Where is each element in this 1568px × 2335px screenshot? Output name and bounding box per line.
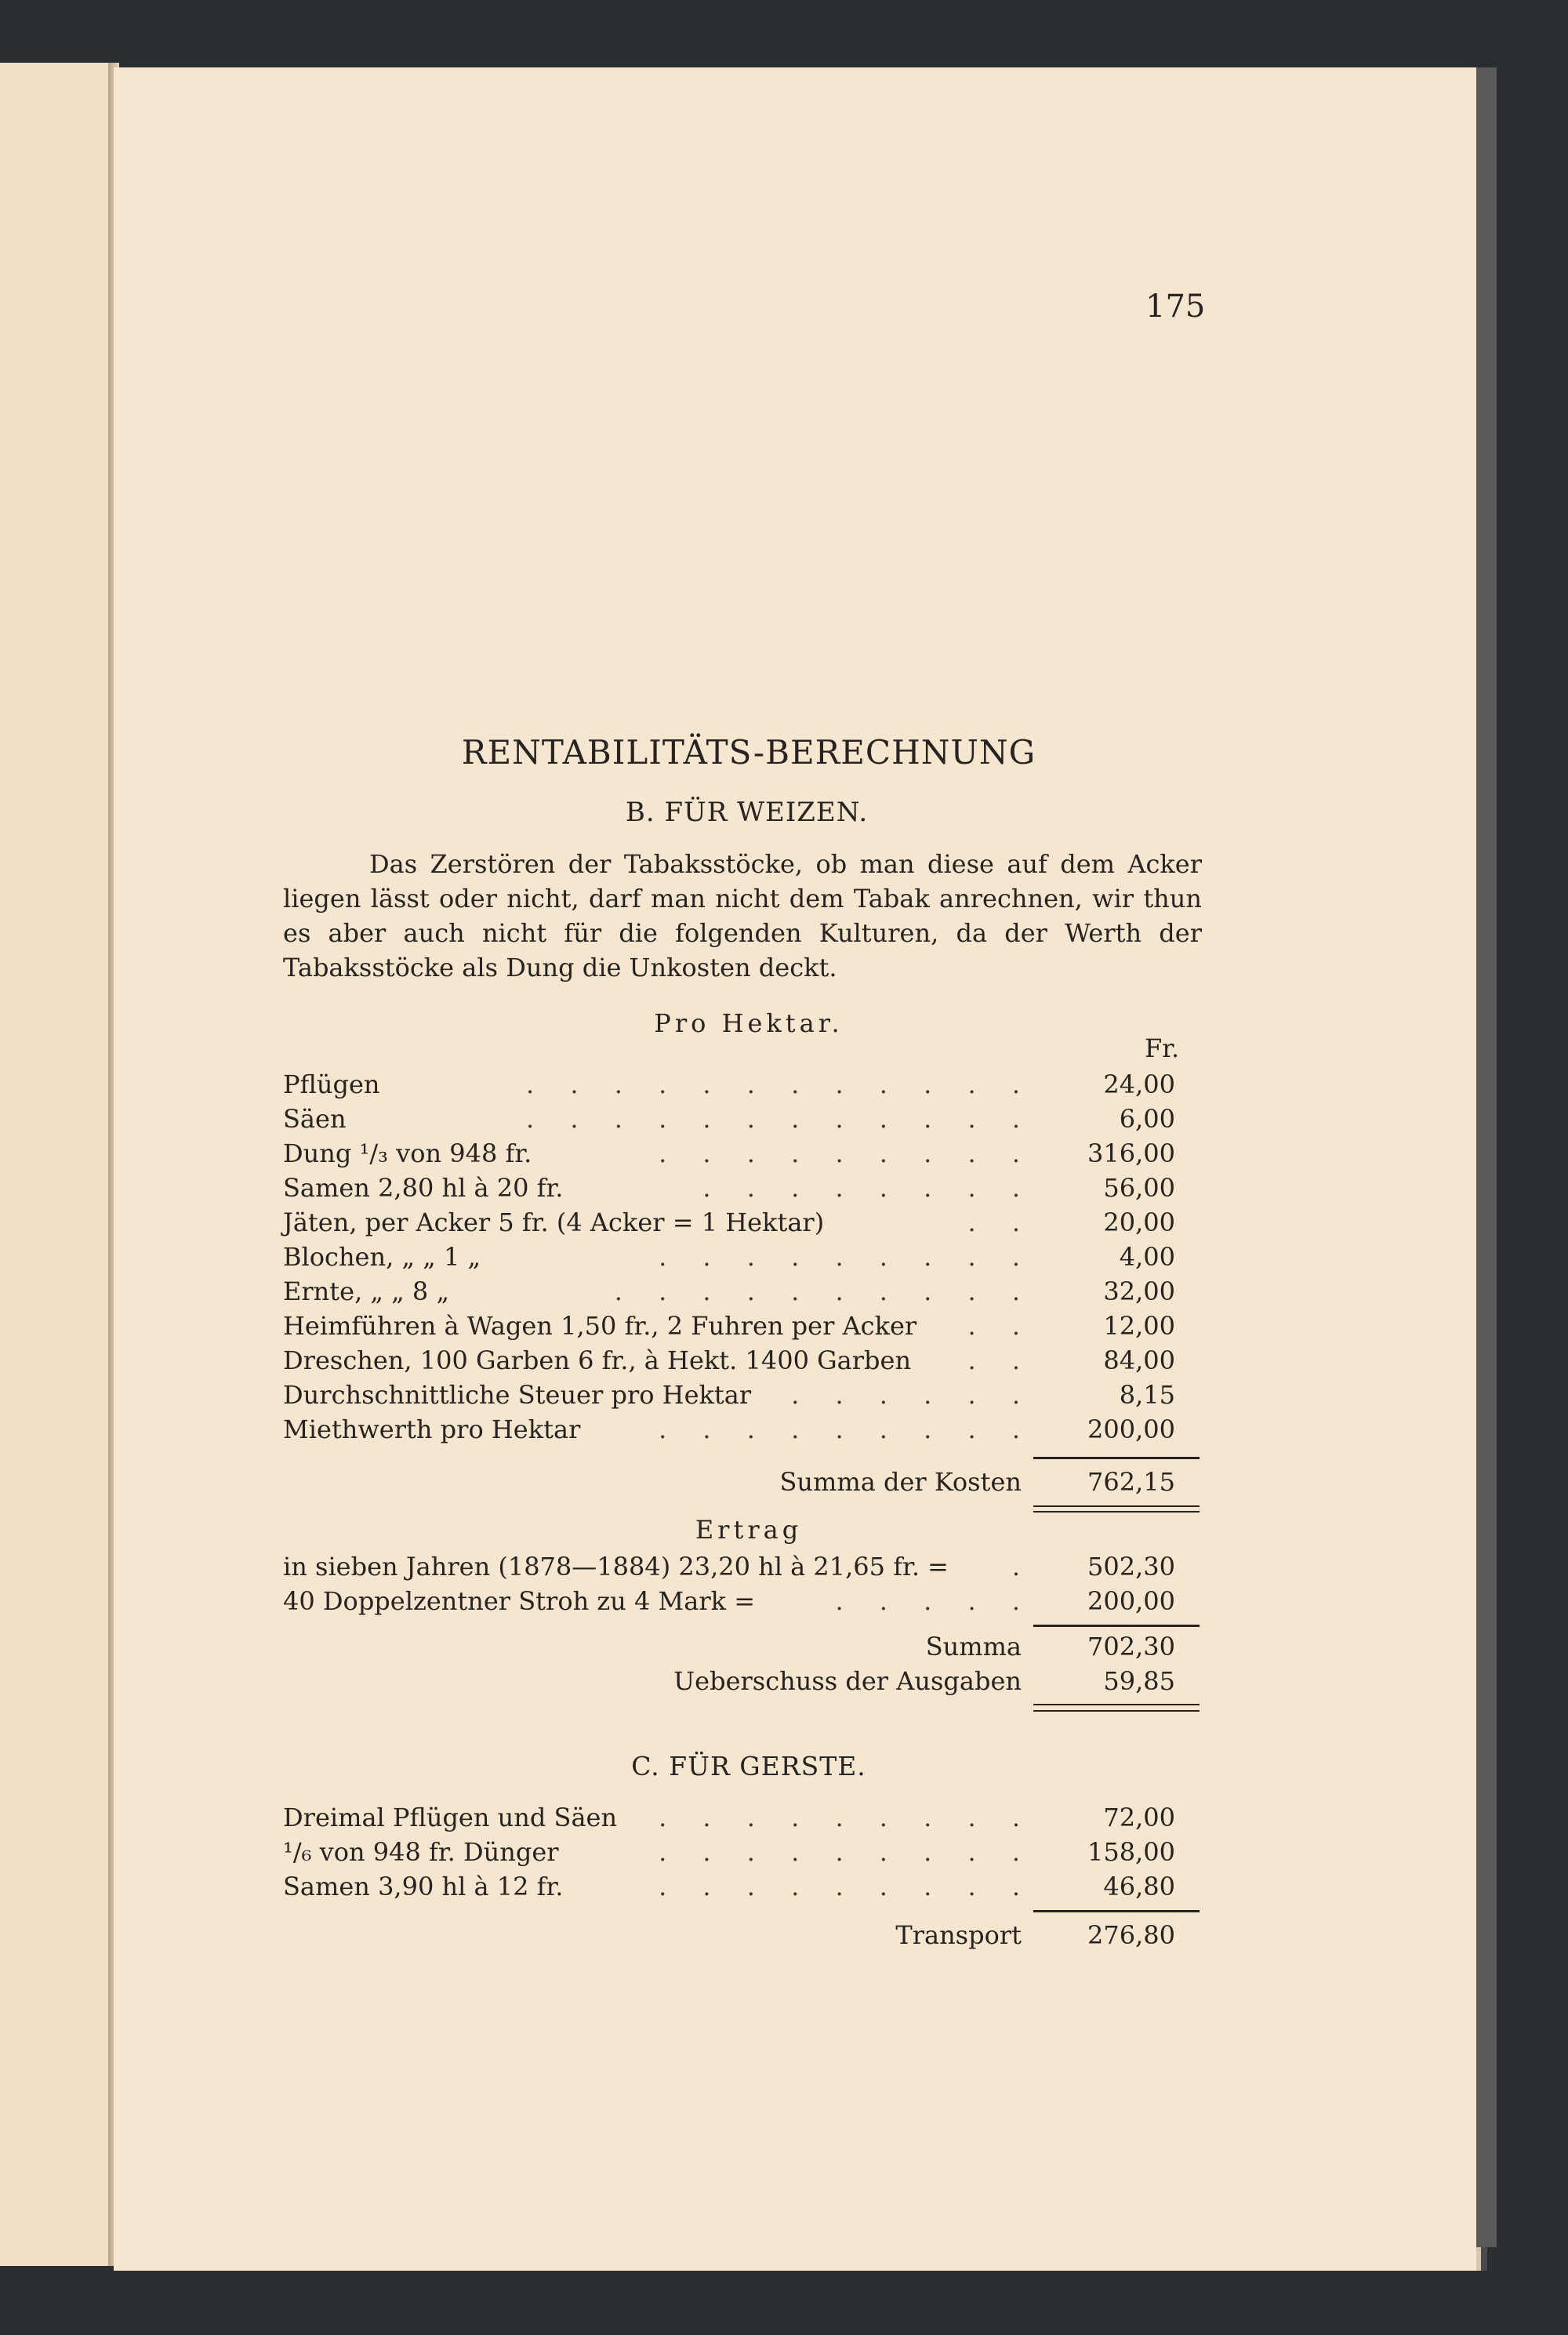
cost-row (283, 1800, 1199, 1835)
leader-dots: . . . . . . . . . . . . (526, 1104, 1034, 1134)
sum-label: Summa (925, 1632, 1022, 1661)
sum-row (283, 1629, 1199, 1664)
yield-amount: 502,30 (1087, 1552, 1175, 1581)
yield-label: in sieben Jahren (1878—1884) 23,20 hl à 21,65 fr. = (283, 1552, 949, 1581)
transport-amount: 276,80 (1087, 1920, 1175, 1950)
cost-row (283, 1309, 1199, 1343)
cost-amount: 200,00 (1087, 1414, 1175, 1444)
cost-label: Pflügen (283, 1069, 380, 1099)
page-number: 175 (1145, 289, 1206, 325)
cost-label: ¹/₆ von 948 fr. Dünger (283, 1837, 559, 1867)
section-heading-gerste: C. FÜR GERSTE. (631, 1751, 866, 1781)
cost-amount: 32,00 (1103, 1276, 1175, 1306)
cost-label: Samen 3,90 hl à 12 fr. (283, 1872, 564, 1901)
sum-rule (1033, 1457, 1200, 1459)
cost-label: Dreimal Pflügen und Säen (283, 1803, 618, 1832)
cost-row (283, 1274, 1199, 1309)
cost-amount: 8,15 (1119, 1380, 1175, 1410)
cost-row (283, 1067, 1199, 1102)
cost-row (283, 1869, 1199, 1904)
cost-row (283, 1136, 1199, 1171)
cost-row (283, 1412, 1199, 1447)
cost-amount: 158,00 (1087, 1837, 1175, 1867)
sum-rule (1033, 1910, 1200, 1912)
yield-amount: 200,00 (1087, 1586, 1175, 1616)
double-rule-bottom (1033, 1511, 1200, 1512)
leader-dots: . . . . . . . . . (659, 1837, 1034, 1867)
cost-amount: 20,00 (1103, 1207, 1175, 1237)
cost-label: Samen 2,80 hl à 20 fr. (283, 1173, 564, 1203)
leader-dots: . . . . . . . . . . (614, 1276, 1034, 1306)
leader-dots: . . . . . . . . . (659, 1242, 1034, 1272)
cost-amount: 24,00 (1103, 1069, 1175, 1099)
cost-label: Miethwerth pro Hektar (283, 1414, 581, 1444)
left-page-edge (0, 63, 116, 2266)
intro-paragraph (283, 847, 1202, 985)
leader-dots: . . . . . . . . (702, 1173, 1034, 1203)
total-costs-row (283, 1465, 1199, 1499)
transport-row (283, 1918, 1199, 1952)
cost-amount: 84,00 (1103, 1345, 1175, 1375)
yield-row (283, 1584, 1199, 1618)
cost-row (283, 1240, 1199, 1274)
cost-row (283, 1835, 1199, 1869)
cost-row (283, 1171, 1199, 1205)
cost-label: Durchschnittliche Steuer pro Hektar (283, 1380, 752, 1410)
cost-label: Säen (283, 1104, 347, 1134)
leader-dots: . . . . . . (791, 1380, 1034, 1410)
leader-dots: . . . . . . . . . . . . (526, 1069, 1034, 1099)
cost-row (283, 1378, 1199, 1412)
cost-label: Dreschen, 100 Garben 6 fr., à Hekt. 1400 Garben (283, 1345, 912, 1375)
sum-rule (1033, 1625, 1200, 1627)
total-costs-amount: 762,15 (1087, 1467, 1175, 1497)
section-heading-weizen: B. FÜR WEIZEN. (625, 797, 869, 828)
leader-dots: . . (967, 1345, 1034, 1375)
cost-amount: 46,80 (1103, 1872, 1175, 1901)
cost-amount: 56,00 (1103, 1173, 1175, 1203)
transport-label: Transport (895, 1920, 1022, 1950)
cost-label: Dung ¹/₃ von 948 fr. (283, 1138, 532, 1168)
double-rule-top (1033, 1704, 1200, 1705)
ertrag-heading: Ertrag (695, 1515, 803, 1545)
sum-amount: 702,30 (1087, 1632, 1175, 1661)
cost-amount: 6,00 (1119, 1104, 1175, 1134)
cost-row (283, 1205, 1199, 1240)
pro-hektar-heading: Pro Hektar. (654, 1008, 844, 1038)
cost-amount: 12,00 (1103, 1311, 1175, 1341)
leader-dots: . . . . . . . . . (659, 1872, 1034, 1901)
cost-label: Ernte, „ „ 8 „ (283, 1276, 450, 1306)
leader-dots: . . (967, 1207, 1034, 1237)
yield-label: 40 Doppelzentner Stroh zu 4 Mark = (283, 1586, 756, 1616)
cost-row (283, 1102, 1199, 1136)
cost-amount: 72,00 (1103, 1803, 1175, 1832)
cost-amount: 316,00 (1087, 1138, 1175, 1168)
cost-amount: 4,00 (1119, 1242, 1175, 1272)
leader-dots: . . . . . (835, 1586, 1034, 1616)
total-costs-label: Summa der Kosten (779, 1467, 1022, 1497)
page-shadow-edge (1476, 67, 1497, 2247)
cost-label: Blochen, „ „ 1 „ (283, 1242, 481, 1272)
cost-row (283, 1343, 1199, 1378)
intro-text: Das Zerstören der Tabaksstöcke, ob man diese auf dem Acker liegen lässt oder nicht, darf man nicht dem Tabak anrechnen, wir thun es aber auch nicht für die folgenden Kulturen, da der Werth der Tabaksstöcke als Dung die Unkosten deckt. (283, 849, 1202, 982)
yield-row (283, 1549, 1199, 1584)
surplus-label: Ueberschuss der Ausgaben (673, 1666, 1022, 1696)
leader-dots: . . . . . . . . . (659, 1803, 1034, 1832)
currency-header: Fr. (1145, 1033, 1180, 1063)
double-rule-top (1033, 1505, 1200, 1507)
double-rule-bottom (1033, 1710, 1200, 1712)
surplus-amount: 59,85 (1103, 1666, 1175, 1696)
surplus-row (283, 1664, 1199, 1698)
page-title: RENTABILITÄTS-BERECHNUNG (461, 733, 1036, 772)
leader-dots: . . . . . . . . . (659, 1138, 1034, 1168)
cost-label: Jäten, per Acker 5 fr. (4 Acker = 1 Hektar) (283, 1207, 825, 1237)
leader-dots: . (1011, 1552, 1034, 1581)
leader-dots: . . . . . . . . . (659, 1414, 1034, 1444)
cost-label: Heimführen à Wagen 1,50 fr., 2 Fuhren per Acker (283, 1311, 917, 1341)
leader-dots: . . (967, 1311, 1034, 1341)
